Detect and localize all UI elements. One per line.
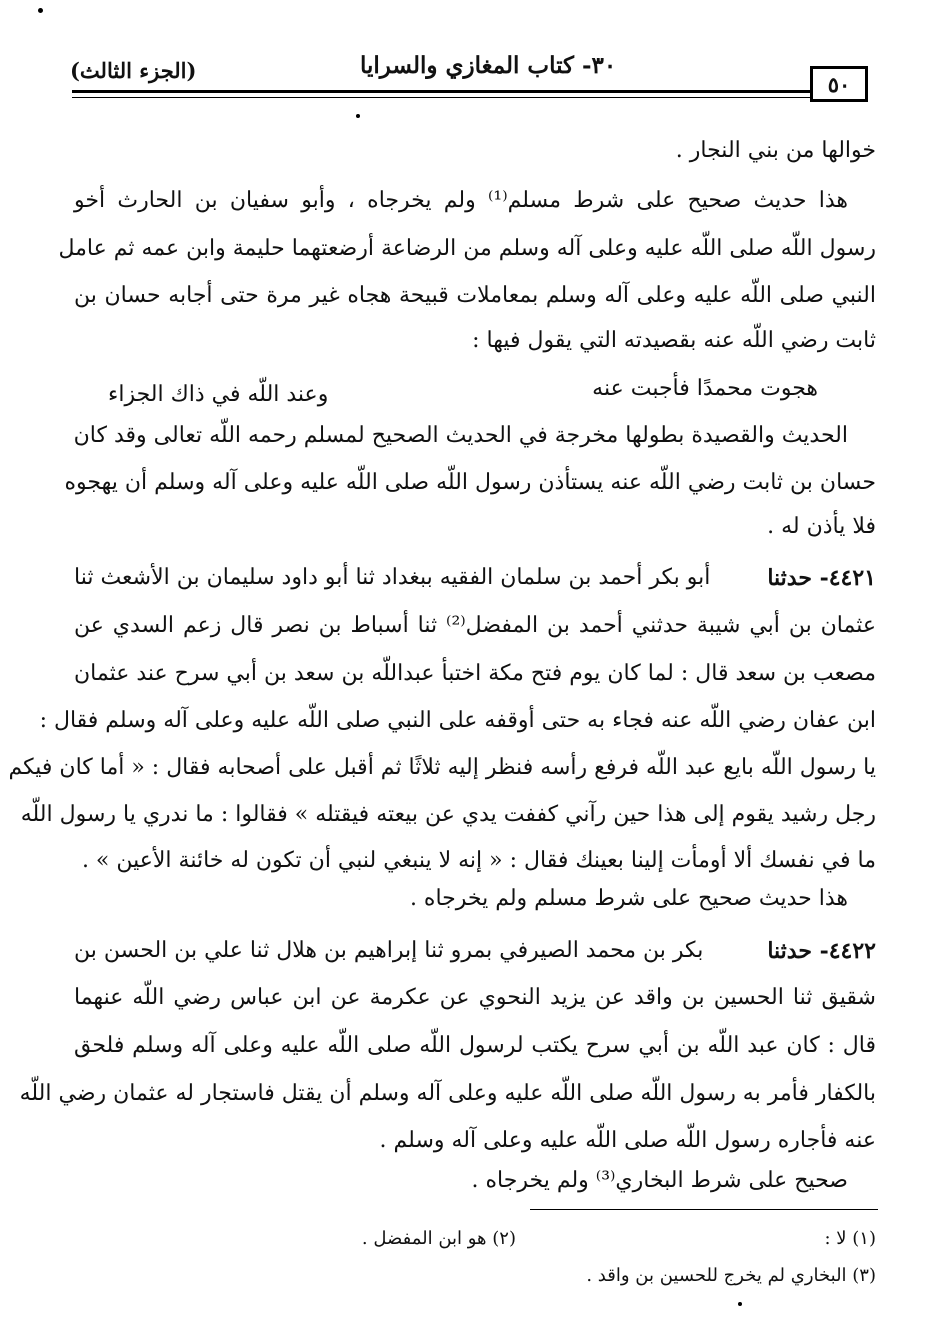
text-line: عنه فأجاره رسول اللّه صلى اللّه عليه وعلى آله وسلم . xyxy=(379,1128,876,1153)
footnote-separator xyxy=(530,1209,878,1210)
footnote-1: (١) لا : xyxy=(824,1228,876,1249)
grading-line: صحيح على شرط البخاري⁽³⁾ ولم يخرجاه . xyxy=(471,1168,848,1193)
text-line: مصعب بن سعد قال : لما كان يوم فتح مكة اختبأ عبداللّه بن سعد بن أبي سرح عند عثمان xyxy=(74,661,876,686)
text-line: خوالها من بني النجار . xyxy=(675,138,876,163)
speck-mark xyxy=(38,8,43,13)
text-line: ثابت رضي اللّه عنه بقصيدته التي يقول فيها : xyxy=(472,328,876,353)
text-line: ما في نفسك ألا أومأت إلينا بعينك فقال : « إنه لا ينبغي لنبي أن تكون له خائنة الأعين » . xyxy=(81,848,876,873)
hadith-number: ٤٤٢١- حدثنا xyxy=(767,565,876,591)
text-line: فلا يأذن له . xyxy=(767,514,876,539)
text-line: رسول اللّه صلى اللّه عليه وعلى آله وسلم من الرضاعة أرضعتهما حليمة وابن عمه ثم عامل xyxy=(58,236,876,261)
text-line: يا رسول اللّه بايع عبد اللّه فرفع رأسه فنظر إليه ثلاثًا ثم أقبل على أصحابه فقال : « أما كان فيكم xyxy=(8,755,876,780)
speck-mark xyxy=(738,1302,742,1306)
speck-mark xyxy=(356,114,360,118)
header-rule-thin xyxy=(72,97,810,98)
text-line: عثمان بن أبي شيبة حدثني أحمد بن المفضل⁽²⁾ ثنا أسباط بن نصر قال زعم السدي عن xyxy=(74,613,876,638)
hadith-text: أبو بكر أحمد بن سلمان الفقيه ببغداد ثنا أبو داود سليمان بن الأشعث ثنا xyxy=(74,565,711,590)
verse-left-hemistich: وعند اللّه في ذاك الجزاء xyxy=(108,382,329,407)
text-line: هذا حديث صحيح على شرط مسلم⁽¹⁾ ولم يخرجاه ، وأبو سفيان بن الحارث أخو xyxy=(74,188,848,213)
header-rule-thick xyxy=(72,90,810,93)
text-line: شقيق ثنا الحسين بن واقد عن يزيد النحوي عن عكرمة عن ابن عباس رضي اللّه عنهما xyxy=(74,985,876,1010)
verse-right-hemistich: هجوت محمدًا فأجبت عنه xyxy=(592,376,818,401)
text-line: بالكفار فأمر به رسول اللّه صلى اللّه عليه وعلى آله وسلم أن يقتل فاستجار له عثمان رضي اللّه xyxy=(19,1081,876,1106)
text-line: قال : كان عبد اللّه بن أبي سرح يكتب لرسول اللّه صلى اللّه عليه وعلى آله وسلم فلحق xyxy=(74,1033,876,1058)
text-line: رجل رشيد يقوم إلى هذا حين رآني كففت يدي عن بيعته فيقتله » فقالوا : ما ندري يا رسول اللّه xyxy=(20,802,876,827)
page-number: ٥٠ xyxy=(827,71,851,97)
grading-line: هذا حديث صحيح على شرط مسلم ولم يخرجاه . xyxy=(409,886,848,911)
page-number-box xyxy=(810,66,868,102)
book-title: ٣٠- كتاب المغازي والسرايا xyxy=(360,52,617,79)
hadith-4421-first-line xyxy=(74,567,876,589)
footnote-3: (٣) البخاري لم يخرج للحسين بن واقد . xyxy=(586,1265,876,1286)
text-line: النبي صلى اللّه عليه وعلى آله وسلم بمعاملات قبيحة هجاه غير مرة حتى أجابه حسان بن xyxy=(74,283,876,308)
text-line: حسان بن ثابت رضي اللّه عنه يستأذن رسول اللّه صلى اللّه عليه وعلى آله وسلم أن يهجوه xyxy=(64,470,876,495)
text-line: الحديث والقصيدة بطولها مخرجة في الحديث الصحيح لمسلم رحمه اللّه تعالى وقد كان xyxy=(73,423,848,448)
footnote-2: (٢) هو ابن المفضل . xyxy=(361,1228,516,1249)
hadith-text: بكر بن محمد الصيرفي بمرو ثنا إبراهيم بن هلال ثنا علي بن الحسن بن xyxy=(74,938,704,963)
hadith-4422-first-line xyxy=(74,940,876,962)
text-line: ابن عفان رضي اللّه عنه فجاء به حتى أوقفه على النبي صلى اللّه عليه وعلى آله وسلم فقال : xyxy=(39,708,876,733)
hadith-number: ٤٤٢٢- حدثنا xyxy=(767,938,876,964)
volume-part-label: (الجزء الثالث) xyxy=(70,58,197,83)
